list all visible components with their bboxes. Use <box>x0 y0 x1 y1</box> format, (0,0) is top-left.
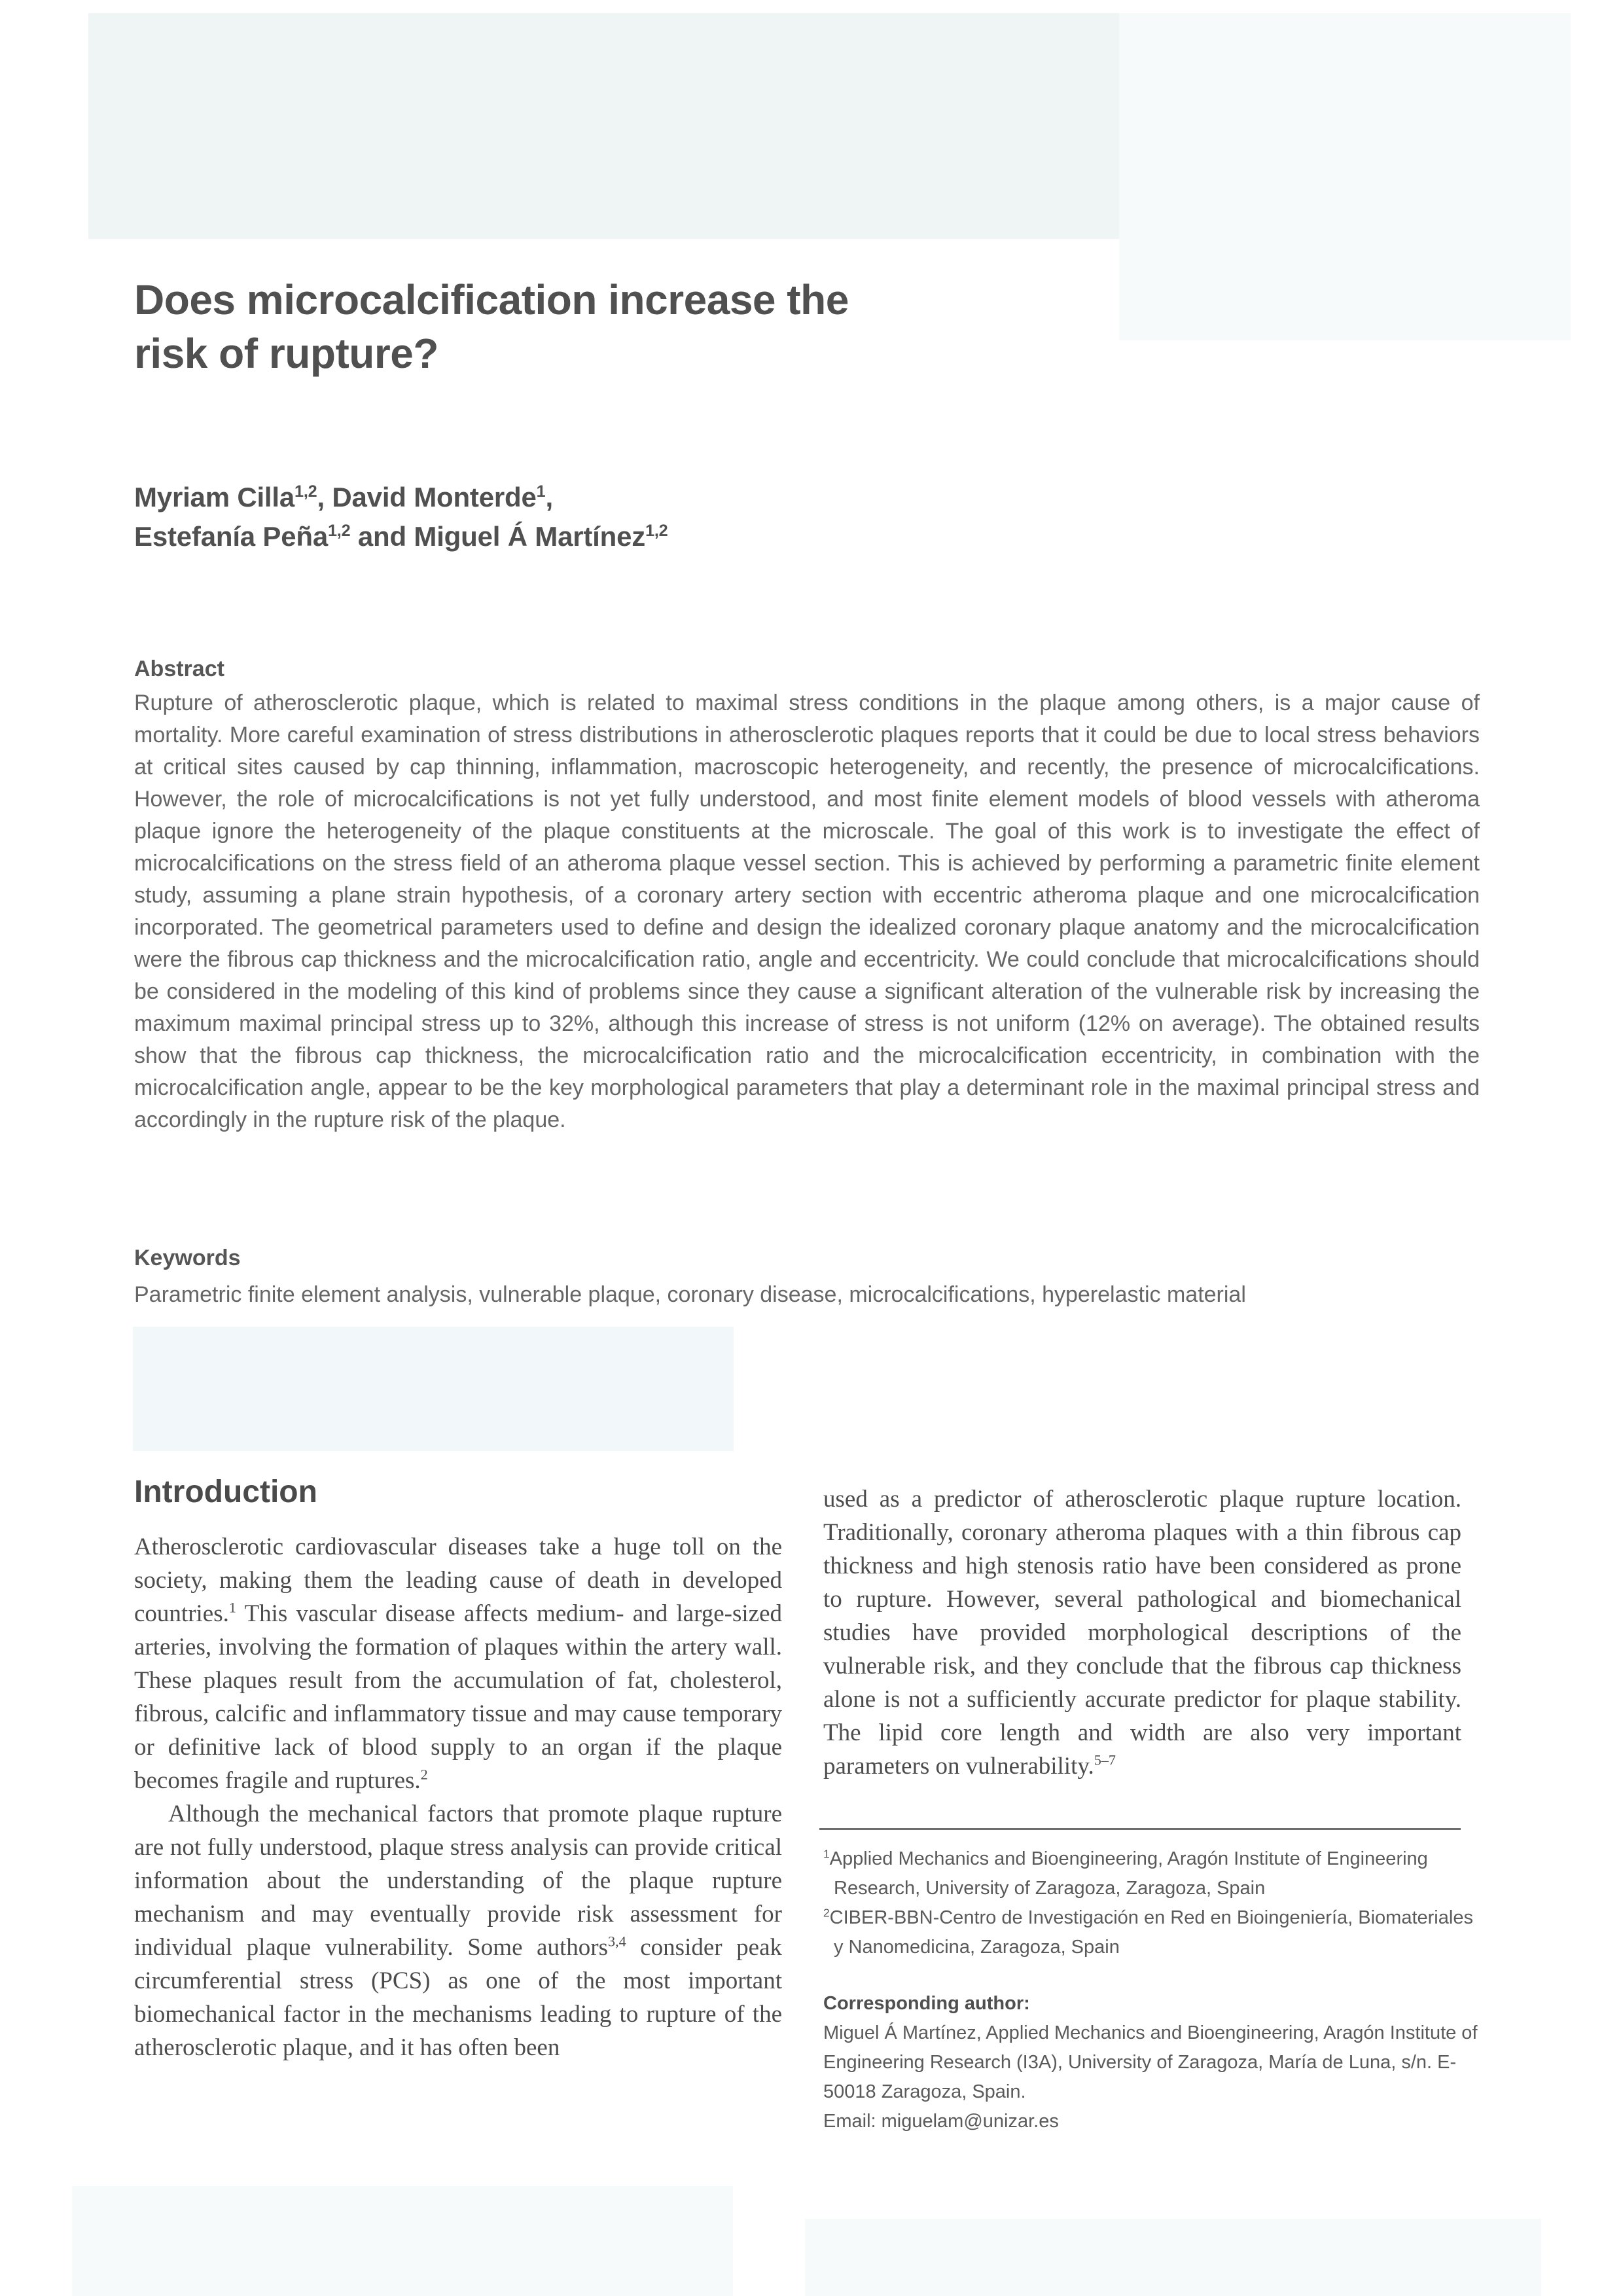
author-list <box>134 478 668 556</box>
article-title-line-2: risk of rupture? <box>134 329 438 377</box>
background-tint-middle-block <box>133 1327 734 1451</box>
background-tint-bottom-left <box>72 2186 733 2296</box>
author-line-1: Myriam Cilla$^{1,2}$, David Monterde$^1$, <box>134 482 553 512</box>
keywords-text: Parametric finite element analysis, vulnerable plaque, coronary disease, microcalcifications, hyperelastic material <box>134 1282 1246 1307</box>
introduction-paragraph-2: Although the mechanical factors that promote plaque rupture are not fully understood, plaque stress analysis can provide critical information about the understanding of the plaque rupture mechanism and may eventually provide risk assessment for individual plaque vulnerability. Some authors$^{3,4}$ consider peak circumferential stress (PCS) as one of the most important biomechanical factor in the mechanisms leading to rupture of the atherosclerotic plaque, and it has often been <box>134 1801 782 2061</box>
footnotes-block <box>823 1844 1478 2136</box>
background-tint-bottom-right <box>805 2219 1541 2296</box>
abstract-heading: Abstract <box>134 656 224 681</box>
background-tint-top-band <box>88 13 1119 239</box>
article-title <box>134 274 849 381</box>
footnote-divider-rule <box>819 1828 1461 1830</box>
introduction-column-left <box>134 1530 782 2064</box>
introduction-heading: Introduction <box>134 1475 317 1509</box>
corresponding-author-heading: Corresponding author: <box>823 1993 1030 2014</box>
affiliation-2: $^2$CIBER-BBN-Centro de Investigación en Red en Bioingeniería, Biomateriales y Nanomedicina, Zaragoza, Spain <box>823 1906 1473 1958</box>
article-title-line-1: Does microcalcification increase the <box>134 276 849 323</box>
keywords-heading: Keywords <box>134 1246 241 1270</box>
corresponding-author-text: Miguel Á Martínez, Applied Mechanics and Bioengineering, Aragón Institute of Engineering Research (I3A), University of Zaragoza, María de Luna, s/n. E-50018 Zaragoza, Spain. <box>823 2022 1478 2102</box>
background-tint-top-right <box>1119 13 1571 340</box>
corresponding-author-email: Email: miguelam@unizar.es <box>823 2111 1059 2132</box>
introduction-paragraph-2-continued: used as a predictor of atherosclerotic plaque rupture location. Traditionally, coronary atheroma plaques with a thin fibrous cap thickness and high stenosis ratio have been considered as prone to rupture. However, several pathological and biomechanical studies have provided morphological descriptions of the vulnerable risk, and they conclude that the fibrous cap thickness alone is not a sufficiently accurate predictor for plaque stability. The lipid core length and width are also very important parameters on vulnerability.$^{5-7}$ <box>823 1486 1461 1780</box>
introduction-paragraph-1: Atherosclerotic cardiovascular diseases take a huge toll on the society, making them the leading cause of death in developed countries.$^1$ This vascular disease affects medium- and large-sized arteries, involving the formation of plaques within the artery wall. These plaques result from the accumulation of fat, cholesterol, fibrous, calcific and inflammatory tissue and may cause temporary or definitive lack of blood supply to an organ if the plaque becomes fragile and ruptures.$^2$ <box>134 1534 782 1794</box>
abstract-text: Rupture of atherosclerotic plaque, which is related to maximal stress conditions in the plaque among others, is a major cause of mortality. More careful examination of stress distributions in atherosclerotic plaques reports that it could be due to local stress behaviors at critical sites caused by cap thinning, inflammation, macroscopic heterogeneity, and recently, the presence of microcalcifications. However, the role of microcalcifications is not yet fully understood, and most finite element models of blood vessels with atheroma plaque ignore the heterogeneity of the plaque constituents at the microscale. The goal of this work is to investigate the effect of microcalcifications on the stress field of an atheroma plaque vessel section. This is achieved by performing a parametric finite element study, assuming a plane strain hypothesis, of a coronary artery section with eccentric atheroma plaque and one microcalcification incorporated. The geometrical parameters used to define and design the idealized coronary plaque anatomy and the microcalcification were the fibrous cap thickness and the microcalcification ratio, angle and eccentricity. We could conclude that microcalcifications should be considered in the modeling of this kind of problems since they cause a significant alteration of the vulnerable risk by increasing the maximum maximal principal stress up to 32%, although this increase of stress is not uniform (12% on average). The obtained results show that the fibrous cap thickness, the microcalcification ratio and the microcalcification eccentricity, in combination with the microcalcification angle, appear to be the key morphological parameters that play a determinant role in the maximal principal stress and accordingly in the rupture risk of the plaque. <box>134 691 1480 1132</box>
author-line-2: Estefanía Peña$^{1,2}$ and Miguel Á Martínez$^{1,2}$ <box>134 520 668 552</box>
introduction-column-right <box>823 1482 1461 1783</box>
affiliation-1: $^1$Applied Mechanics and Bioengineering, Aragón Institute of Engineering Research, University of Zaragoza, Zaragoza, Spain <box>823 1847 1428 1899</box>
